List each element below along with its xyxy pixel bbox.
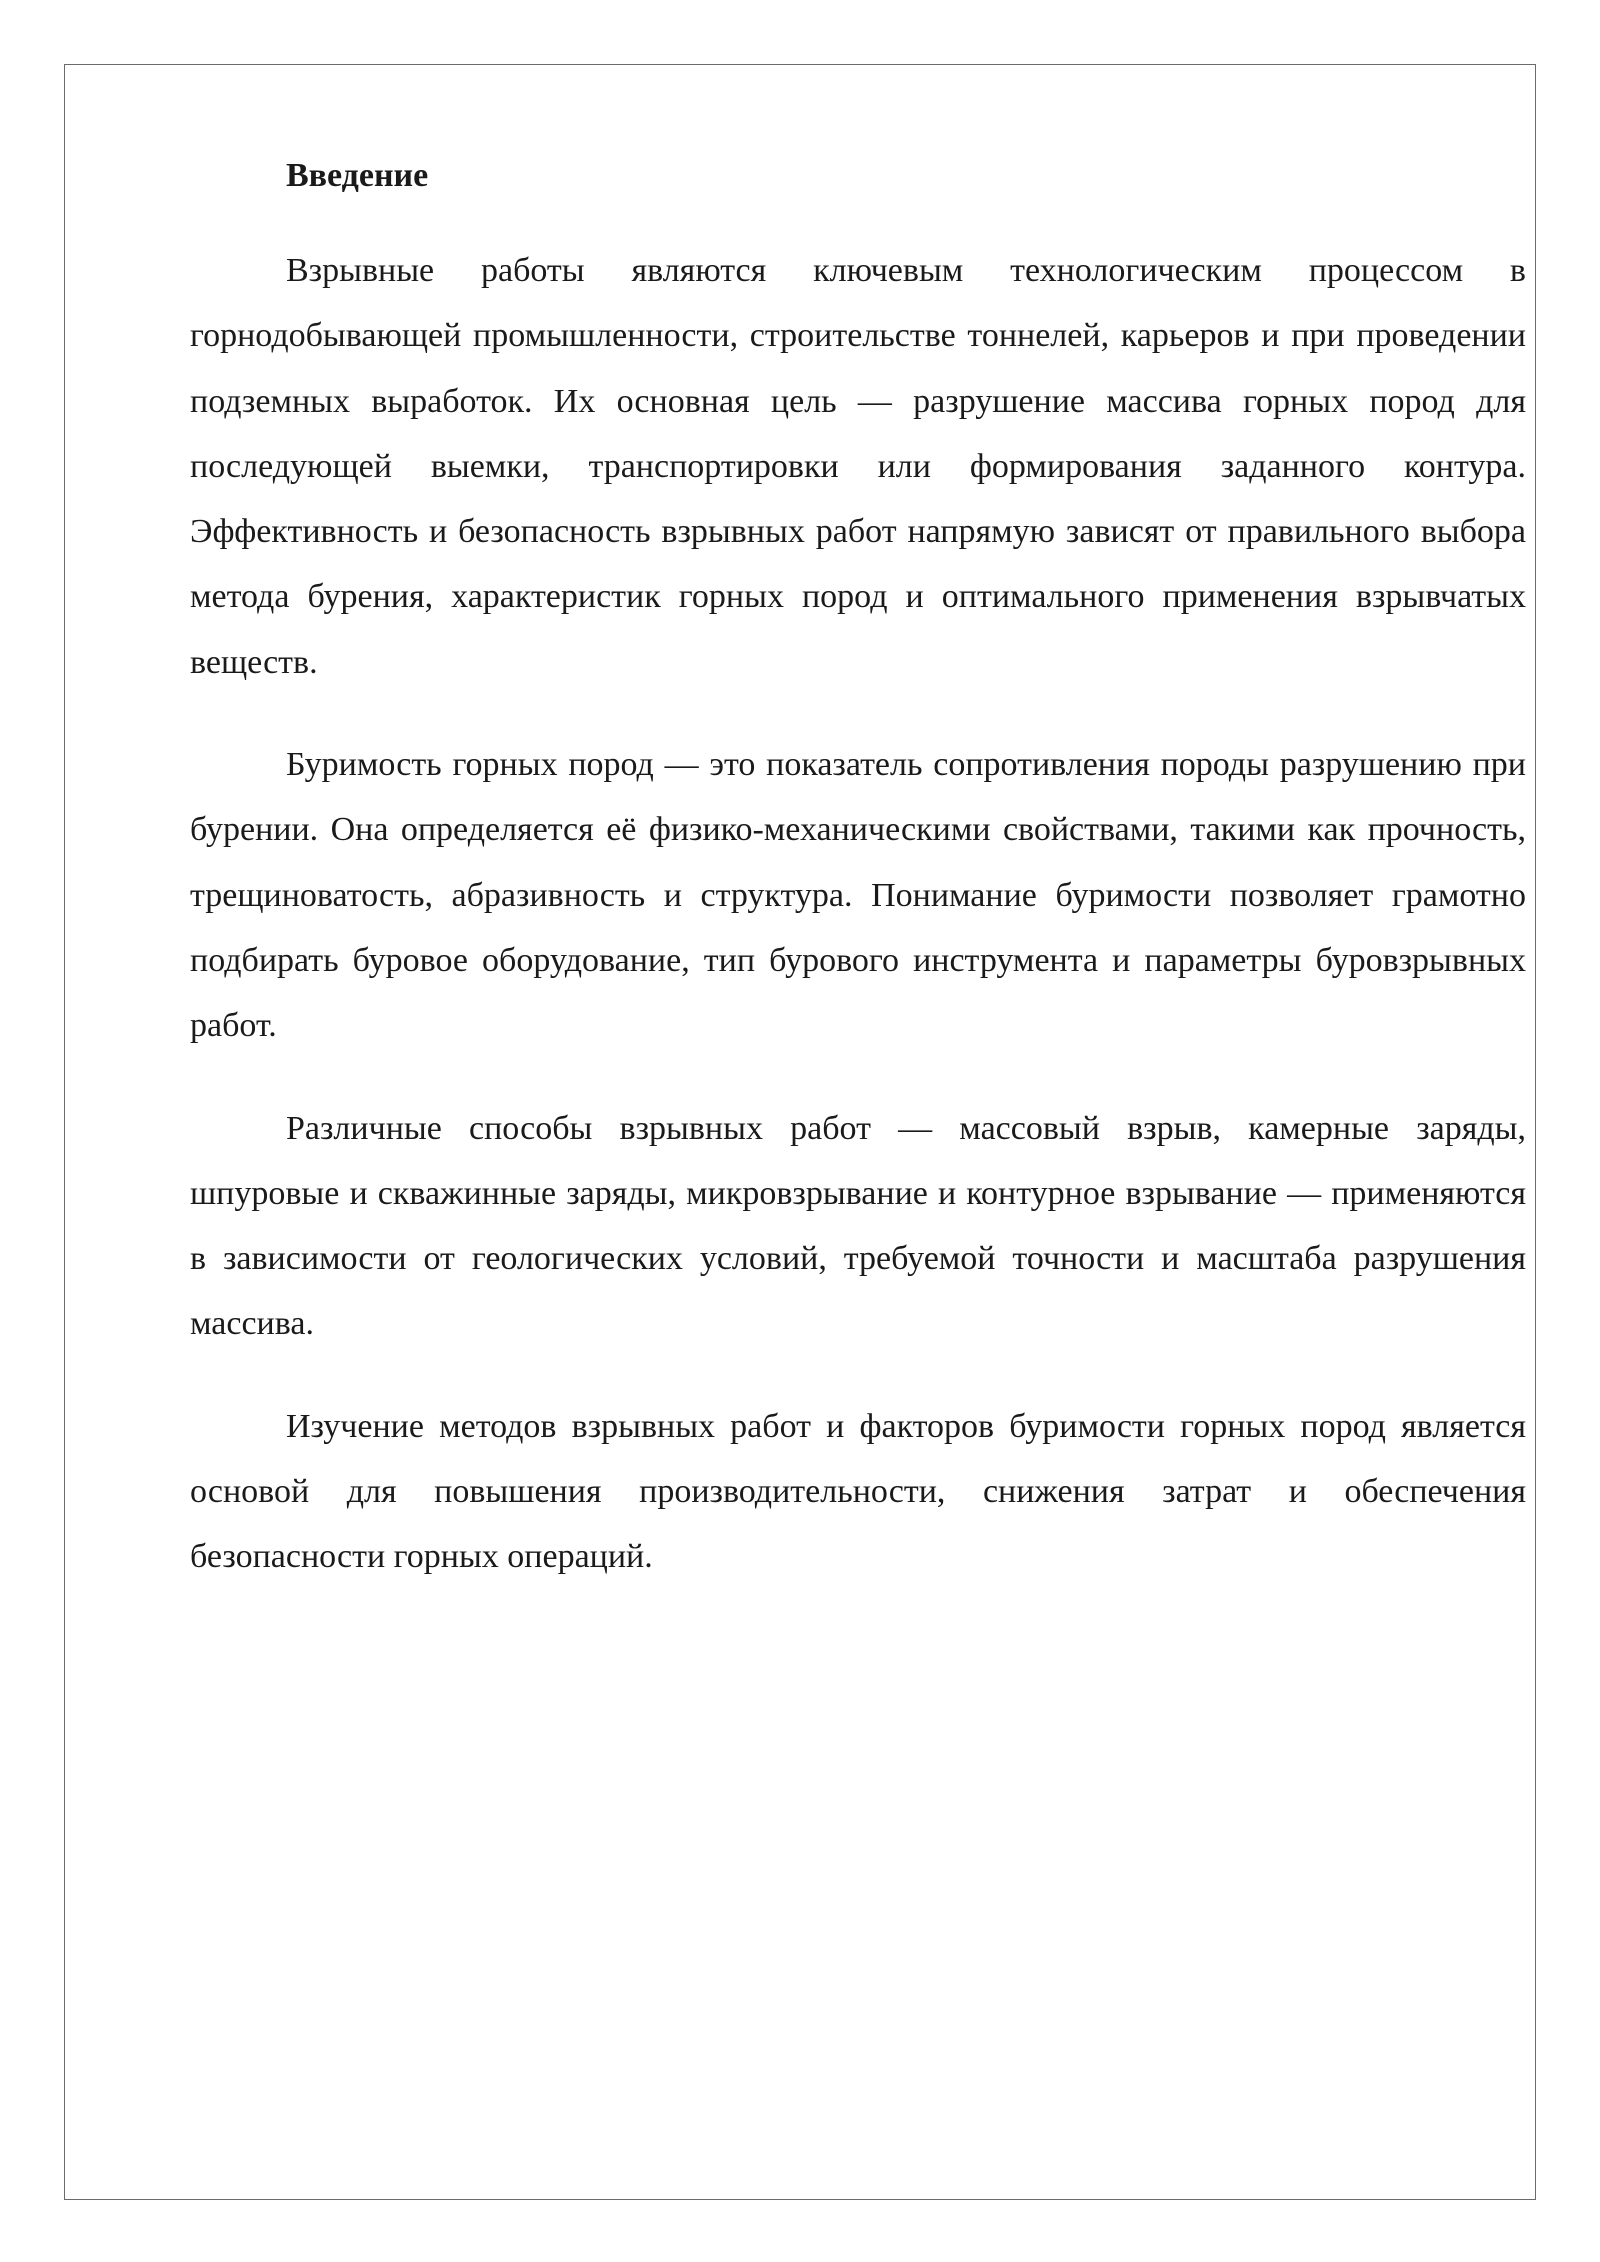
section-heading: Введение	[286, 157, 429, 194]
paragraph: Различные способы взрывных работ — массовый взрыв, камерные заряды, шпуровые и скважинные заряды, микровзрывание и контурное взрывание — применяются в зависимости от геологических условий, требуемой точности и масштаба разрушения массива.	[190, 1109, 1526, 1343]
paragraph: Буримость горных пород — это показатель сопротивления породы разрушению при бурении. Она определяется её физико-механическими свойствами, такими как прочность, трещиноватость, абразивность и структура. Понимание буримости позволяет грамотно подбирать буровое оборудование, тип бурового инструмента и параметры буровзрывных работ.	[190, 746, 1526, 1045]
document-body	[190, 150, 1526, 1627]
paragraph: Взрывные работы являются ключевым технологическим процессом в горнодобывающей промышленности, строительстве тоннелей, карьеров и при проведении подземных выработок. Их основная цель — разрушение массива горных пород для последующей выемки, транспортировки или формирования заданного контура. Эффективность и безопасность взрывных работ напрямую зависят от правильного выбора метода бурения, характеристик горных пород и оптимального применения взрывчатых веществ.	[190, 252, 1526, 681]
paragraph: Изучение методов взрывных работ и факторов буримости горных пород является основой для повышения производительности, снижения затрат и обеспечения безопасности горных операций.	[190, 1407, 1526, 1576]
